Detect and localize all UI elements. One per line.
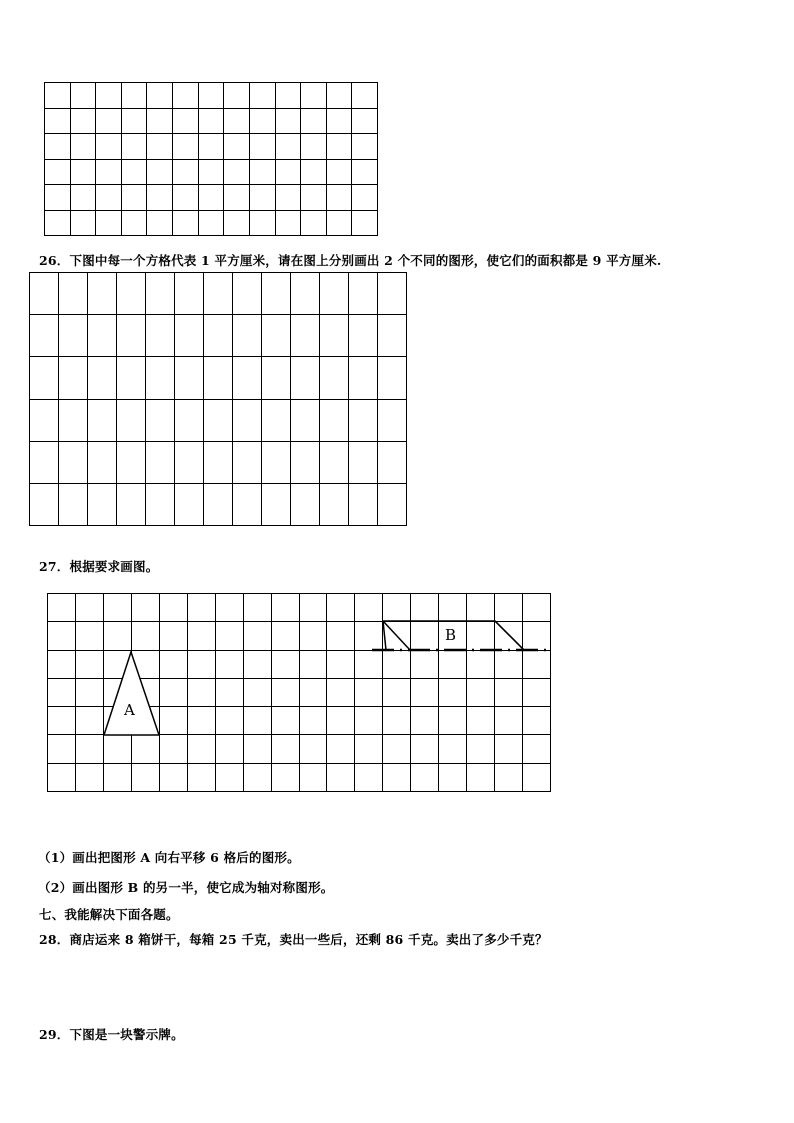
shape-b-diagonal [383, 621, 410, 650]
question-27-part-2: （2）画出图形 B 的另一半，使它成为轴对称图形。 [38, 880, 334, 895]
section-7-title: 七、我能解决下面各题。 [39, 907, 179, 922]
shape-a-label: A [124, 701, 136, 719]
question-27-text: 27．根据要求画图。 [39, 559, 159, 574]
question-29-text: 29．下图是一块警示牌。 [39, 1027, 184, 1042]
question-26-text: 26．下图中每一个方格代表 1 平方厘米，请在图上分别画出 2 个不同的图形，使它们的面积都是 9 平方厘米. [39, 253, 662, 268]
question-27-part-1: （1）画出把图形 A 向右平移 6 格后的图形。 [38, 850, 300, 865]
shape-a-triangle [104, 652, 159, 735]
question-28-text: 28．商店运来 8 箱饼干，每箱 25 千克，卖出一些后，还剩 86 千克。卖出了多少千克？ [39, 932, 548, 947]
shape-b-diagonal-right [495, 621, 524, 650]
shape-b-label: B [445, 626, 457, 644]
